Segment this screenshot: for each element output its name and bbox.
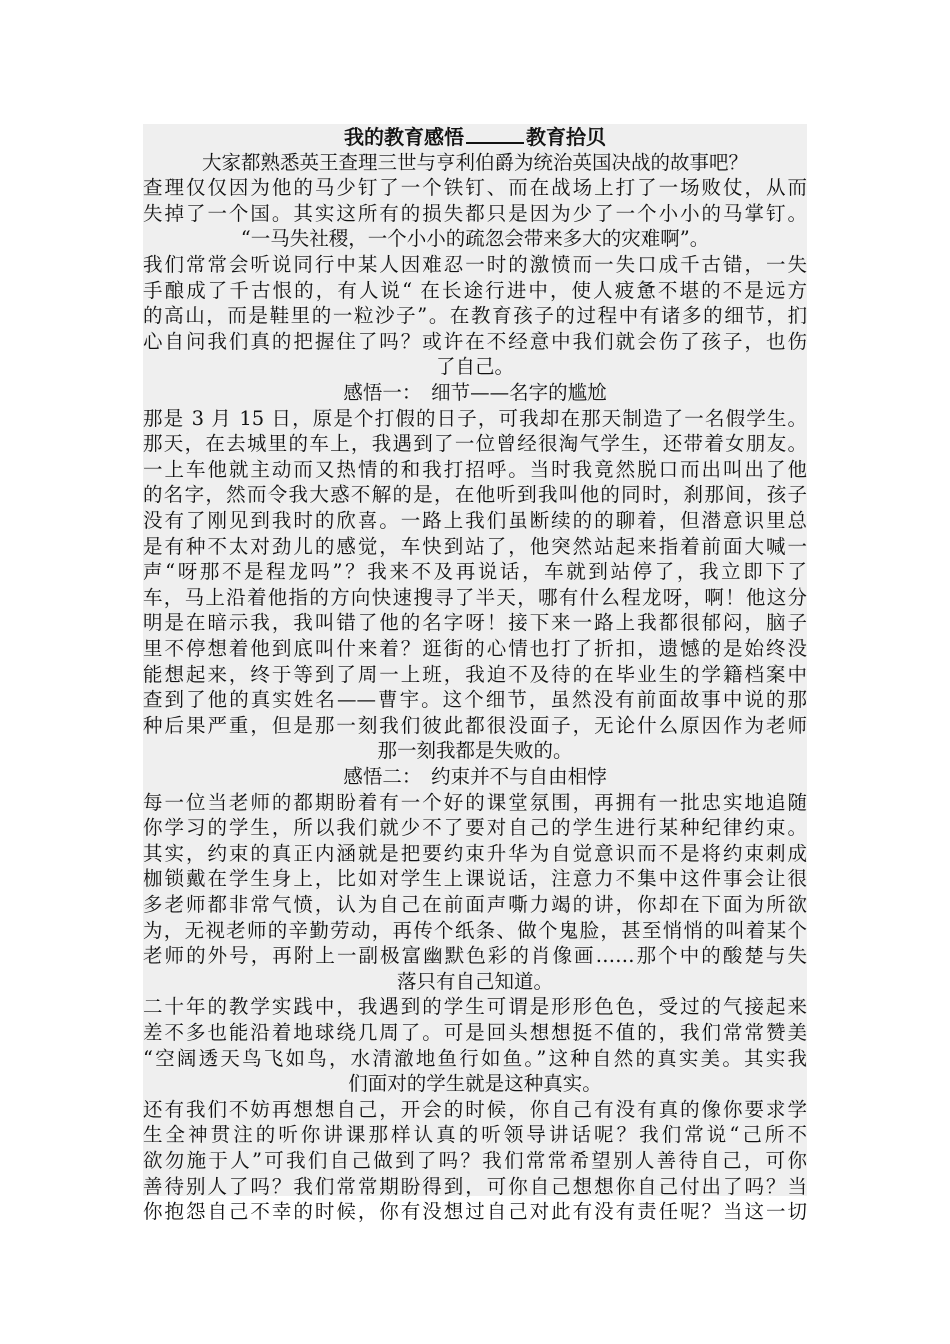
text-line: 感悟一： 细节——名字的尴尬 [343,381,607,404]
text-line: 感悟二： 约束并不与自由相悖 [343,765,607,788]
text-line: 手酿成了千古恨的，有人说“ 在长途行进中，使人疲惫不堪的不是远方 [143,279,807,302]
text-line: 善待别人了吗？我们常常期盼得到，可你自己想想你自己付出了吗？当 [143,1175,807,1198]
text-line: 还有我们不妨再想想自己，开会的时候，你自己有没有真的像你要求学 [143,1098,807,1121]
text-line: 二十年的教学实践中，我遇到的学生可谓是形形色色，受过的气接起来 [143,995,807,1018]
text-line: 每一位当老师的都期盼着有一个好的课堂氛围，再拥有一批忠实地追随 [143,791,807,814]
text-line: 你学习的学生，所以我们就少不了要对自己的学生进行某种纪律约束。 [143,816,807,839]
text-line: 里不停想着他到底叫什来着？逛街的心情也打了折扣，遗憾的是始终没 [143,637,807,660]
text-line: 查理仅仅因为他的马少钉了一个铁钉、而在战场上打了一场败仗，从而 [143,176,807,199]
text-line: 其实，约束的真正内涵就是把要约束升华为自觉意识而不是将约束刺成 [143,842,807,865]
text-line: 的名字，然而令我大惑不解的是，在他听到我叫他的同时，刹那间，孩子 [143,483,807,506]
text-line: 失掉了一个国。其实这所有的损失都只是因为少了一个小小的马掌钉。 [143,202,807,225]
text-line: 那天，在去城里的车上，我遇到了一位曾经很淘气学生，还带着女朋友。 [143,432,807,455]
text-line: 车，马上沿着他指的方向快速搜寻了半天，哪有什么程龙呀，啊！他这分 [143,586,807,609]
text-line: 是有种不太对劲儿的感觉，车快到站了，他突然站起来指着前面大喊一 [143,535,807,558]
text-line: “一马失社稷，一个小小的疏忽会带来多大的灾难啊”。 [240,227,710,250]
text-line: 为，无视老师的辛勤劳动，再传个纸条、做个鬼脸，甚至悄悄的叫着某个 [143,919,807,942]
text-line: 大家都熟悉英王查理三世与亨利伯爵为统治英国决战的故事吧？ [201,151,748,174]
text-line: “空阔透天鸟飞如鸟，水清澈地鱼行如鱼。”这种自然的真实美。其实我 [143,1047,807,1070]
text-line: 欲勿施于人”可我们自己做到了吗？我们常常希望别人善待自己，可你 [143,1149,807,1172]
text-line: 你抱怨自己不幸的时候，你有没想过自己对此有没有责任呢？当这一切 [143,1200,807,1223]
text-line: 我们常常会听说同行中某人因难忍一时的激愤而一失口成千古错，一失 [143,253,807,276]
text-line: 没有了刚见到我时的欣喜。一路上我们虽断续的的聊着，但潜意识里总 [143,509,807,532]
text-line: 查到了他的真实姓名——曹宇。这个细节，虽然没有前面故事中说的那 [143,688,807,711]
text-line: 差不多也能沿着地球绕几周了。可是回头想想挺不值的，我们常常赞美 [143,1021,807,1044]
text-line: 多老师都非常气愤，认为自己在前面声嘶力竭的讲，你却在下面为所欲 [143,893,807,916]
text-line: 心自问我们真的把握住了吗？或许在不经意中我们就会伤了孩子，也伤 [143,330,807,353]
text-line: 那一刻我都是失败的。 [377,739,573,762]
page-title [143,124,807,150]
title-main: 我的教育感悟 [344,125,464,149]
text-line: 种后果严重，但是那一刻我们彼此都很没面子，无论什么原因作为老师 [143,714,807,737]
text-line: 声“呀那不是程龙吗”？我来不及再说话，车就到站停了，我立即下了 [143,560,807,583]
text-line: 了自己。 [435,355,514,378]
text-line: 枷锁戴在学生身上，比如对学生上课说话，注意力不集中这件事会让很 [143,867,807,890]
text-line: 生全神贯注的听你讲课那样认真的听领导讲话呢？我们常说“己所不 [143,1123,807,1146]
article-body [143,124,807,1223]
text-line: 那是 3 月 15 日，原是个打假的日子，可我却在那天制造了一名假学生。 [143,407,807,430]
text-line: 一上车他就主动而又热情的和我打招呼。当时我竟然脱口而出叫出了他 [143,458,807,481]
title-underline-gap [466,124,524,144]
text-line: 老师的外号，再附上一副极富幽默色彩的肖像画……那个中的酸楚与失 [143,944,807,967]
text-line: 落只有自己知道。 [396,970,553,993]
text-line: 明是在暗示我，我叫错了他的名字呀！接下来一路上我都很郁闷，脑子 [143,611,807,634]
text-line: 们面对的学生就是这种真实。 [348,1072,602,1095]
title-sub: 教育拾贝 [526,125,606,149]
text-line: 的高山，而是鞋里的一粒沙子”。在教育孩子的过程中有诸多的细节，扪 [143,304,807,327]
text-line: 能想起来，终于等到了周一上班，我迫不及待的在毕业生的学籍档案中 [143,663,807,686]
